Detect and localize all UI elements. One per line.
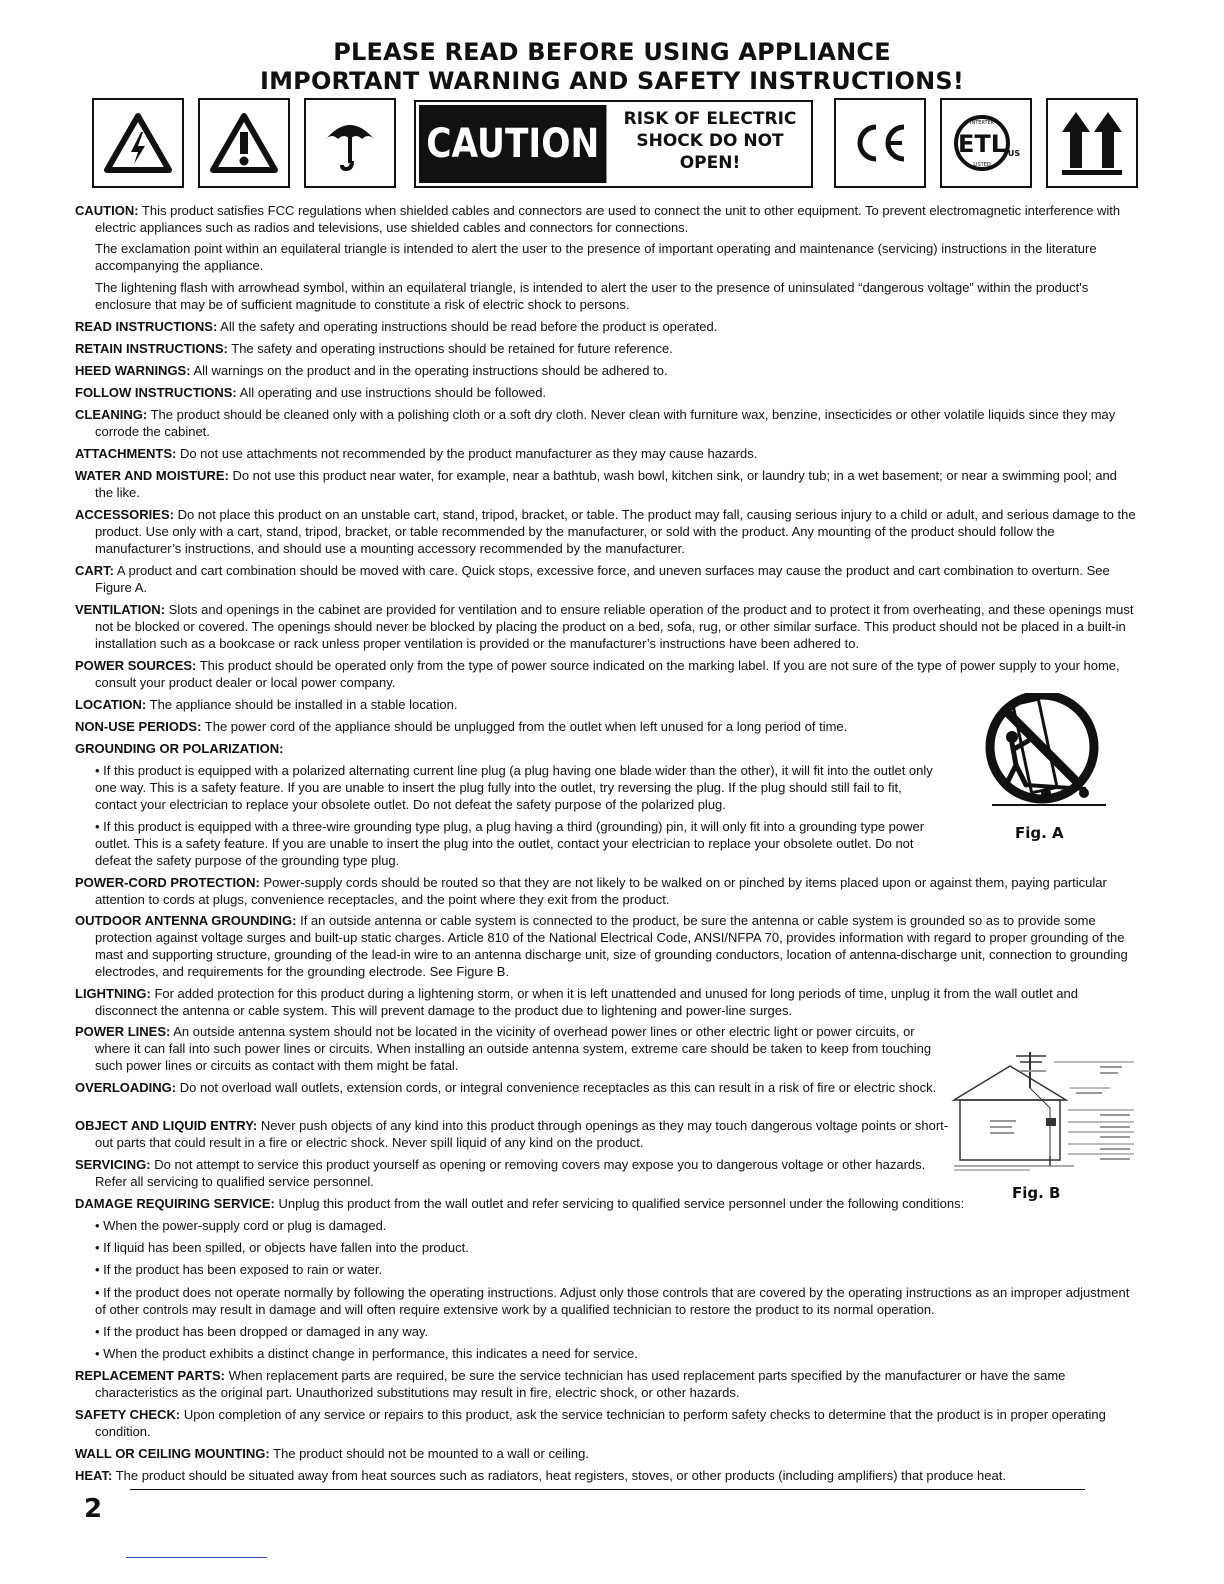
heat-paragraph	[75, 1467, 1138, 1484]
caution-body: This product satisfies FCC regulations when shielded cables and connectors are used to connect the unit to other equipment. To prevent electromagnetic interference with electric appliances such as radios and televisions, use shielded cables and connectors for connections.	[95, 203, 1121, 235]
caution-line-1: RISK OF ELECTRIC	[623, 109, 797, 129]
follow-instructions-heading: FOLLOW INSTRUCTIONS:	[75, 385, 237, 400]
wall-ceiling-mounting-body: The product should not be mounted to a wall or ceiling.	[269, 1446, 589, 1461]
page-title-line-2: IMPORTANT WARNING AND SAFETY INSTRUCTIONS!	[259, 67, 965, 95]
lightning-flash-explanation: The lightening flash with arrowhead symbol, within an equilateral triangle, is intended to alert the user to the presence of uninsulated “dangerous voltage” within the product's enclosure that may be of sufficient magnitude to constitute a risk of electric shock to persons.	[95, 280, 1089, 312]
servicing-paragraph	[75, 1156, 949, 1190]
damage-requiring-service-heading: DAMAGE REQUIRING SERVICE:	[75, 1196, 275, 1211]
retain-instructions-paragraph	[75, 340, 1138, 357]
cart-heading: CART:	[75, 563, 114, 578]
replacement-parts-body: When replacement parts are required, be sure the service technician has used replacement parts specified by the manufacturer or have the same characteristics as the original part. Unauthorized substitutions may result in fire, electric shock, or other hazards.	[95, 1368, 1066, 1400]
retain-instructions-body: The safety and operating instructions should be retained for future reference.	[227, 341, 673, 356]
accessories-paragraph	[75, 506, 1138, 557]
object-liquid-entry-heading: OBJECT AND LIQUID ENTRY:	[75, 1118, 258, 1133]
ce-mark-icon	[834, 98, 926, 188]
caution-label	[414, 100, 813, 188]
heed-warnings-body: All warnings on the product and in the operating instructions should be adhered to.	[190, 363, 668, 378]
cart-paragraph	[75, 562, 1138, 596]
follow-instructions-body: All operating and use instructions should be followed.	[236, 385, 547, 400]
replacement-parts-heading: REPLACEMENT PARTS:	[75, 1368, 225, 1383]
damage-bullet-performance: • When the product exhibits a distinct change in performance, this indicates a need for service.	[95, 1346, 638, 1361]
grounding-bullet-three-wire: • If this product is equipped with a three-wire grounding type plug, a plug having a third (grounding) pin, it will only fit into a grounding type power outlet. This is a safety feature. If you are unable to insert the plug into the outlet, contact your electrician to replace your obsolete outlet. Do not defeat the safety purpose of the grounding type plug.	[95, 819, 925, 868]
umbrella-icon	[304, 98, 396, 188]
power-cord-protection-paragraph	[75, 874, 1138, 908]
non-use-periods-body: The power cord of the appliance should be unplugged from the outlet when left unused for a long period of time.	[201, 719, 848, 734]
water-moisture-paragraph	[75, 467, 1138, 501]
etl-bottom-text: LISTED	[973, 162, 991, 168]
object-liquid-entry-paragraph	[75, 1117, 949, 1151]
read-instructions-heading: READ INSTRUCTIONS:	[75, 319, 218, 334]
heed-warnings-heading: HEED WARNINGS:	[75, 363, 191, 378]
overloading-heading: OVERLOADING:	[75, 1080, 177, 1095]
cleaning-heading: CLEANING:	[75, 407, 148, 422]
heat-body: The product should be situated away from heat sources such as radiators, heat registers, stoves, or other products (including amplifiers) that produce heat.	[112, 1468, 1006, 1483]
page-number: 2	[84, 1494, 103, 1524]
damage-bullet-cord: • When the power-supply cord or plug is damaged.	[95, 1218, 387, 1233]
antenna-grounding-figure	[950, 1048, 1138, 1174]
caution-warning-text	[612, 108, 808, 174]
exclamation-triangle-icon	[198, 98, 290, 188]
caution-line-2: SHOCK DO NOT	[636, 131, 784, 151]
caution-badge: CAUTION	[419, 105, 606, 183]
exclamation-explanation: The exclamation point within an equilateral triangle is intended to alert the user to the presence of important operating and maintenance (servicing) instructions in the literature accompanying the appliance.	[95, 241, 1097, 273]
location-heading: LOCATION:	[75, 697, 147, 712]
accessories-body: Do not place this product on an unstable cart, stand, tripod, bracket, or table. The product may fall, causing serious injury to a child or adult, and serious damage to the product. Use only with a cart, stand, tripod, bracket, or table recommended by the manufacturer, or sold with the product. Any mounting of the product should follow the manufacturer’s instructions, and should use a mounting accessory recommended by the manufacturer.	[95, 507, 1136, 556]
power-cord-protection-body: Power-supply cords should be routed so that they are not likely to be walked on or pinched by items placed upon or against them, paying particular attention to cords at plugs, convenience receptacles, and the point where they exit from the product.	[95, 875, 1107, 907]
power-sources-body: This product should be operated only from the type of power source indicated on the marking label. If you are not sure of the type of power supply to your home, consult your product dealer or local power company.	[95, 658, 1120, 690]
power-lines-heading: POWER LINES:	[75, 1024, 171, 1039]
power-sources-heading: POWER SOURCES:	[75, 658, 197, 673]
follow-instructions-paragraph	[75, 384, 1138, 401]
object-liquid-entry-body: Never push objects of any kind into this product through openings as they may touch dangerous voltage points or short-out parts that could result in a fire or electric shock. Never spill liquid of any kind on the product.	[95, 1118, 949, 1150]
damage-requiring-service-body: Unplug this product from the wall outlet and refer servicing to qualified service personnel under the following conditions:	[274, 1196, 965, 1211]
safety-check-paragraph	[75, 1406, 1138, 1440]
power-lines-paragraph	[75, 1023, 949, 1074]
footer-link-underline	[126, 1557, 267, 1558]
non-use-periods-heading: NON-USE PERIODS:	[75, 719, 202, 734]
damage-requiring-service-paragraph	[75, 1195, 1138, 1212]
location-body: The appliance should be installed in a stable location.	[146, 697, 458, 712]
read-instructions-body: All the safety and operating instructions should be read before the product is operated.	[217, 319, 718, 334]
cleaning-body: The product should be cleaned only with a polishing cloth or a soft dry cloth. Never clean with furniture wax, benzine, insecticides or other volatile liquids since they may corrode the cabinet.	[95, 407, 1116, 439]
power-lines-body: An outside antenna system should not be located in the vicinity of overhead power lines or other electric light or power circuits, or where it can fall into such power lines or circuits. When installing an outside antenna system, extreme care should be taken to keep from touching such power lines or circuits as contact with them might be fatal.	[95, 1024, 932, 1073]
svg-text:ETL: ETL	[957, 130, 1007, 158]
damage-bullet-liquid: • If liquid has been spilled, or objects have fallen into the product.	[95, 1240, 469, 1255]
non-use-periods-paragraph	[75, 718, 949, 735]
cart-tipover-figure	[976, 693, 1110, 813]
safety-check-body: Upon completion of any service or repairs to this product, ask the service technician to perform safety checks to determine that the product is in proper operating condition.	[95, 1407, 1106, 1439]
outdoor-antenna-grounding-paragraph	[75, 912, 1138, 980]
footer-divider	[130, 1489, 1085, 1490]
grounding-paragraph	[75, 740, 949, 757]
this-way-up-arrows-icon	[1046, 98, 1138, 188]
retain-instructions-heading: RETAIN INSTRUCTIONS:	[75, 341, 228, 356]
replacement-parts-paragraph	[75, 1367, 1138, 1401]
servicing-body: Do not attempt to service this product yourself as opening or removing covers may expose you to dangerous voltage or other hazards. Refer all servicing to qualified service personnel.	[95, 1157, 926, 1189]
figure-a-label: Fig. A	[1015, 824, 1064, 842]
overloading-body: Do not overload wall outlets, extension cords, or integral convenience receptacles as this can result in a risk of fire or electric shock.	[176, 1080, 937, 1095]
wall-ceiling-mounting-paragraph	[75, 1445, 1138, 1462]
overloading-paragraph	[75, 1079, 949, 1096]
grounding-bullet-polarized: • If this product is equipped with a polarized alternating current line plug (a plug having one blade wider than the other), it will fit into the outlet only one way. This is a safety feature. If you are unable to insert the plug fully into the outlet, try reversing the plug. If the plug should still fail to fit, contact your electrician to replace your obsolete outlet. Do not defeat the safety purpose of the polarized plug.	[95, 763, 933, 812]
lightning-heading: LIGHTNING:	[75, 986, 151, 1001]
lightning-paragraph	[75, 985, 1138, 1019]
damage-bullet-rain: • If the product has been exposed to rain or water.	[95, 1262, 383, 1277]
power-cord-protection-heading: POWER-CORD PROTECTION:	[75, 875, 260, 890]
ventilation-heading: VENTILATION:	[75, 602, 166, 617]
power-sources-paragraph	[75, 657, 1138, 691]
heed-warnings-paragraph	[75, 362, 1138, 379]
water-moisture-body: Do not use this product near water, for example, near a bathtub, wash bowl, kitchen sink, or laundry tub; in a wet basement; or near a swimming pool; and the like.	[95, 468, 1117, 500]
safety-check-heading: SAFETY CHECK:	[75, 1407, 181, 1422]
caution-paragraph	[75, 202, 1138, 236]
servicing-heading: SERVICING:	[75, 1157, 151, 1172]
read-instructions-paragraph	[75, 318, 1138, 335]
accessories-heading: ACCESSORIES:	[75, 507, 174, 522]
outdoor-antenna-grounding-heading: OUTDOOR ANTENNA GROUNDING:	[75, 913, 297, 928]
lightning-body: For added protection for this product during a lightening storm, or when it is left unattended and unused for long periods of time, unplug it from the wall outlet and disconnect the antenna or cable system. This will prevent damage to the product due to lightening and power-line surges.	[95, 986, 1078, 1018]
caution-line-3: OPEN!	[679, 153, 741, 173]
damage-bullet-not-operating: • If the product does not operate normally by following the operating instructions. Adjust only those controls that are covered by the operating instructions as an improper adjustment of other controls may result in damage and will often require extensive work by a qualified technician to restore the product to its normal operation.	[95, 1285, 1130, 1317]
attachments-paragraph	[75, 445, 1138, 462]
cleaning-paragraph	[75, 406, 1138, 440]
etl-us-text: US	[1007, 149, 1021, 158]
ventilation-paragraph	[75, 601, 1138, 652]
etl-listed-icon	[940, 98, 1032, 188]
lightning-triangle-icon	[92, 98, 184, 188]
attachments-heading: ATTACHMENTS:	[75, 446, 177, 461]
cart-body: A product and cart combination should be moved with care. Quick stops, excessive force, and uneven surfaces may cause the product and cart combination to overturn. See Figure A.	[95, 563, 1110, 595]
heat-heading: HEAT:	[75, 1468, 113, 1483]
attachments-body: Do not use attachments not recommended by the product manufacturer as they may cause hazards.	[176, 446, 758, 461]
caution-heading: CAUTION:	[75, 203, 139, 218]
grounding-heading: GROUNDING OR POLARIZATION:	[75, 741, 284, 756]
etl-top-text: INTERTEK	[969, 120, 995, 126]
wall-ceiling-mounting-heading: WALL OR CEILING MOUNTING:	[75, 1446, 270, 1461]
page-title-line-1: PLEASE READ BEFORE USING APPLIANCE	[333, 38, 891, 66]
water-moisture-heading: WATER AND MOISTURE:	[75, 468, 229, 483]
ventilation-body: Slots and openings in the cabinet are provided for ventilation and to ensure reliable operation of the product and to protect it from overheating, and these openings must not be blocked or covered. The openings should never be blocked by placing the product on a bed, sofa, rug, or other similar surface. This product should not be placed in a built-in installation such as a bookcase or rack unless proper ventilation is provided or the manufacturer’s instructions have been adhered to.	[95, 602, 1134, 651]
outdoor-antenna-grounding-body: If an outside antenna or cable system is connected to the product, be sure the antenna or cable system is grounded so as to provide some protection against voltage surges and built-up static charges. Article 810 of the National Electrical Code, ANSI/NFPA 70, provides information with regard to proper grounding of the mast and supporting structure, grounding of the lead-in wire to an antenna discharge unit, size of grounding conductors, location of antenna-discharge unit, connection to grounding electrodes, and requirements for the grounding electrode. See Figure B.	[95, 913, 1128, 979]
damage-bullet-dropped: • If the product has been dropped or damaged in any way.	[95, 1324, 429, 1339]
figure-b-label: Fig. B	[1012, 1184, 1061, 1202]
